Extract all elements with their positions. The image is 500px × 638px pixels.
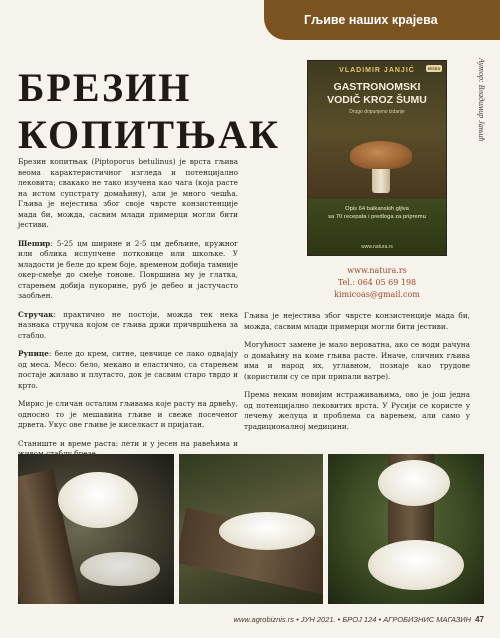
mushroom-cap-graphic <box>350 141 412 169</box>
bracket-fungus-graphic <box>378 460 450 506</box>
paragraph-edibility: Гљива је нејестива због чврсте конзистенције мада би, можда, сасвим млади примерци могли бити јестиви. <box>244 311 470 331</box>
paragraph-smell: Мирис је сличан осталим гљивама које расту на дрвећу, односно то је мешавина гљиве и свеже посеченог дрвета. Укус ове гљиве је киселкаст и пријатан. <box>18 399 238 429</box>
article-author: Аутор: Владимир Јањић <box>477 58 486 142</box>
book-subtitle: Drugo dopunjeno izdanje <box>349 109 405 115</box>
contact-phone: Tel.: 064 05 69 198 <box>337 278 417 287</box>
section-title: Гљиве наших крајева <box>304 13 438 27</box>
photo-strip <box>18 454 484 604</box>
footer-text: www.agrobiznis.rs • ЈУН 2021. • БРОЈ 124 • АГРОБИЗНИС МАГАЗИН <box>233 615 472 624</box>
bracket-fungus-graphic <box>219 512 315 550</box>
paragraph-pores: Рупице: беле до крем, ситне, цевчице се лако одвајају од меса. Месо: бело, мекано и еластично, са старењем постаје жилаво и плутасто, док је сасвим старо тврдо и крто. <box>18 349 238 390</box>
paragraph-cap: Шешир: 5-25 цм ширине и 2-5 цм дебљине, кружног или облика испупчене потковице или шкољке. У младости је беле до крем боје, временом добија тамније окер-смеђе до смеђе тонове. Површина му је глатка, старењем добија пукорине, руб је дебео и јастучасто заобљен. <box>18 238 238 300</box>
bracket-fungus-graphic <box>80 552 160 586</box>
book-author: VLADIMIR JANJIĆ <box>339 67 415 74</box>
contact-info <box>307 265 447 301</box>
article-title: БРЕЗИН КОПИТЊАК <box>18 65 280 157</box>
book-publisher: www.natura.rs <box>361 244 393 250</box>
paragraph-stem: Стручак: практично не постоји, можда тек нека назнака стручка којом се гљива држи причвршћена за стабло. <box>18 309 238 340</box>
body-column-left <box>18 157 238 468</box>
book-cover-image <box>307 60 447 256</box>
book-description: Opis 64 balkanskih gljiva sa 70 recepata i predloga za pripremu <box>328 206 426 220</box>
contact-email[interactable]: kimicoas@gmail.com <box>334 290 420 299</box>
bracket-fungus-graphic <box>368 540 464 590</box>
paragraph-intro: Брезин копитњак (Piptoporus betulinus) је врста гљива веома карактеристичног изгледа и потенцијално лековита; свакако не тако изучена као чага (која расте на истом супстрату домаћину), али је много чешћа. Гљива је нејестива због своје чврсте конзистенције мада би, можда, сасвим млади примерци могли бити јестиви. <box>18 157 238 229</box>
body-column-right <box>244 311 470 440</box>
mushroom-photo-1 <box>18 454 174 604</box>
paragraph-medicinal: Према неким новијим истраживањима, ово је још једна од потенцијално лековитих врста. У Русији се користе у лечењу желуца и проблема са варењем, али само у традиционалној медицини. <box>244 390 470 431</box>
bracket-fungus-graphic <box>58 472 138 528</box>
paragraph-habitat: Станиште и време раста: лети и у јесен на равећима и <box>18 438 238 448</box>
contact-web[interactable]: www.natura.rs <box>347 266 407 275</box>
mushroom-photo-2 <box>179 454 323 604</box>
section-tab <box>264 0 500 40</box>
book-badge: ekstra <box>427 66 440 71</box>
page-number: 47 <box>475 615 484 624</box>
paragraph-lookalikes: Могућност замене је мало вероватна, ако се води рачуна о домаћину на коме гљива расте. Иначе, сличних гљива има и народ их, углавном, познаје као трудове (користили су се при припали ватре). <box>244 340 470 381</box>
mushroom-photo-3 <box>328 454 484 604</box>
page-footer <box>234 615 484 624</box>
book-title: GASTRONOMSKI VODIČ KROZ ŠUMU <box>327 81 427 106</box>
